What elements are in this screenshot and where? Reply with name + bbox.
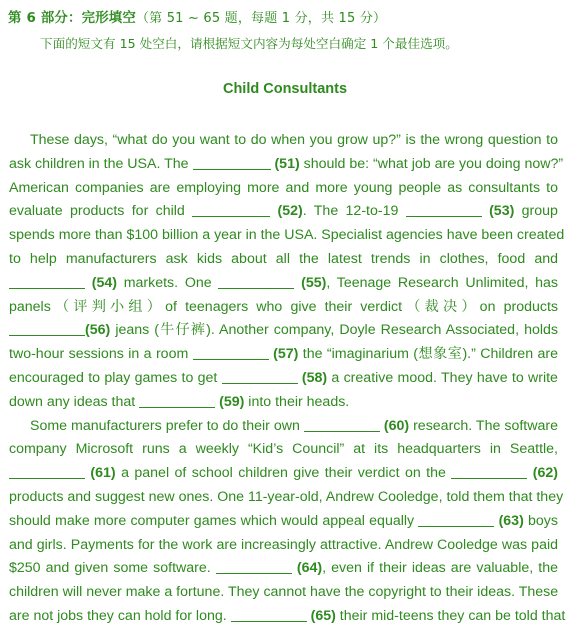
passage-line: and girls. Payments for the work are increasingly attractive. Andrew Cooledge was paid: [9, 536, 558, 553]
blank-line: [9, 274, 85, 289]
section-header: [8, 7, 386, 26]
passage-line: should make more computer games which would appeal equally (63) boys: [9, 512, 558, 529]
blank-line: [193, 345, 269, 360]
passage-line: (56) jeans (牛仔裤). Another company, Doyle Research Associated, holds: [9, 319, 558, 343]
blank-number: (55): [301, 274, 327, 291]
passage-line: children will never make a fortune. They cannot have the copyright to their ideas. These: [9, 584, 559, 601]
blank-line: [192, 202, 270, 217]
blank-number: (63): [498, 512, 524, 529]
blank-number: (52): [277, 203, 303, 220]
passage-line: evaluate products for child (52). The 12-to-19 (53) group: [9, 203, 558, 220]
blank-line: [216, 559, 292, 574]
blank-number: (54): [91, 274, 117, 291]
passage-line: products and suggest new ones. One 11-year-old, Andrew Cooledge, told them that they: [9, 488, 564, 505]
blank-number: (56): [85, 322, 111, 339]
section-title: 第 6 部分：完形填空: [8, 11, 136, 26]
blank-line: [193, 155, 271, 170]
blank-number: (60): [383, 417, 410, 434]
passage-line: to help manufacturers ask kids about all the latest trends in clothes, food and: [9, 250, 558, 267]
blank-line: [139, 393, 215, 408]
passage-line: These days, “what do you want to do when you grow up?” is the wrong question to: [30, 132, 558, 148]
passage-line: down any ideas that (59) into their heads.: [9, 393, 350, 410]
blank-line: [451, 464, 527, 479]
passage: [9, 129, 566, 629]
passage-line: two-hour sessions in a room (57) the “imaginarium (想象室).” Children are: [9, 346, 559, 363]
passage-line: are not jobs they can hold for long. (65) their mid-teens they can be told that: [9, 607, 566, 624]
blank-number: (58): [301, 369, 328, 386]
passage-line: ask children in the USA. The (51) should be: “what job are you doing now?”: [9, 155, 564, 172]
blank-line: [9, 321, 85, 336]
passage-line: American companies are employing more and more young people as consultants to: [9, 179, 558, 196]
blank-line: [218, 274, 294, 289]
blank-number: (62): [532, 465, 558, 482]
passage-line: $250 and given some software. (64), even if their ideas are valuable, the: [9, 560, 558, 577]
passage-line: encouraged to play games to get (58) a creative mood. They have to write: [9, 369, 558, 386]
blank-number: (64): [296, 560, 323, 577]
passage-title: Child Consultants: [222, 81, 348, 97]
passage-line: (61) a panel of school children give their verdict on the (62): [9, 462, 558, 486]
blank-line: [406, 202, 482, 217]
passage-line: panels（评判小组）of teenagers who give their verdict（裁决）on products: [9, 298, 558, 315]
passage-line: spends more than $100 billion a year in the USA. Specialist agencies have been created: [9, 227, 565, 244]
blank-number: (65): [310, 607, 336, 624]
blank-line: [304, 416, 380, 431]
passage-line: Some manufacturers prefer to do their own (60) research. The software: [30, 417, 558, 434]
blank-number: (61): [90, 465, 116, 482]
blank-line: [222, 369, 298, 384]
blank-number: (51): [274, 155, 300, 172]
passage-line: (54) markets. One (55), Teenage Research Unlimited, has: [9, 272, 558, 296]
blank-line: [418, 512, 494, 527]
blank-number: (53): [489, 203, 515, 220]
passage-line: company Microsoft runs a weekly “Kid’s Council” at its headquarters in Seattle,: [9, 441, 558, 458]
instructions: 下面的短文有 15 处空白，请根据短文内容为每处空白确定 1 个最佳选项。: [40, 36, 458, 51]
blank-number: (59): [219, 393, 245, 410]
section-scoring-note: （第 51 ~ 65 题，每题 1 分，共 15 分）: [135, 11, 387, 26]
blank-number: (57): [273, 346, 299, 363]
blank-line: [9, 464, 85, 479]
